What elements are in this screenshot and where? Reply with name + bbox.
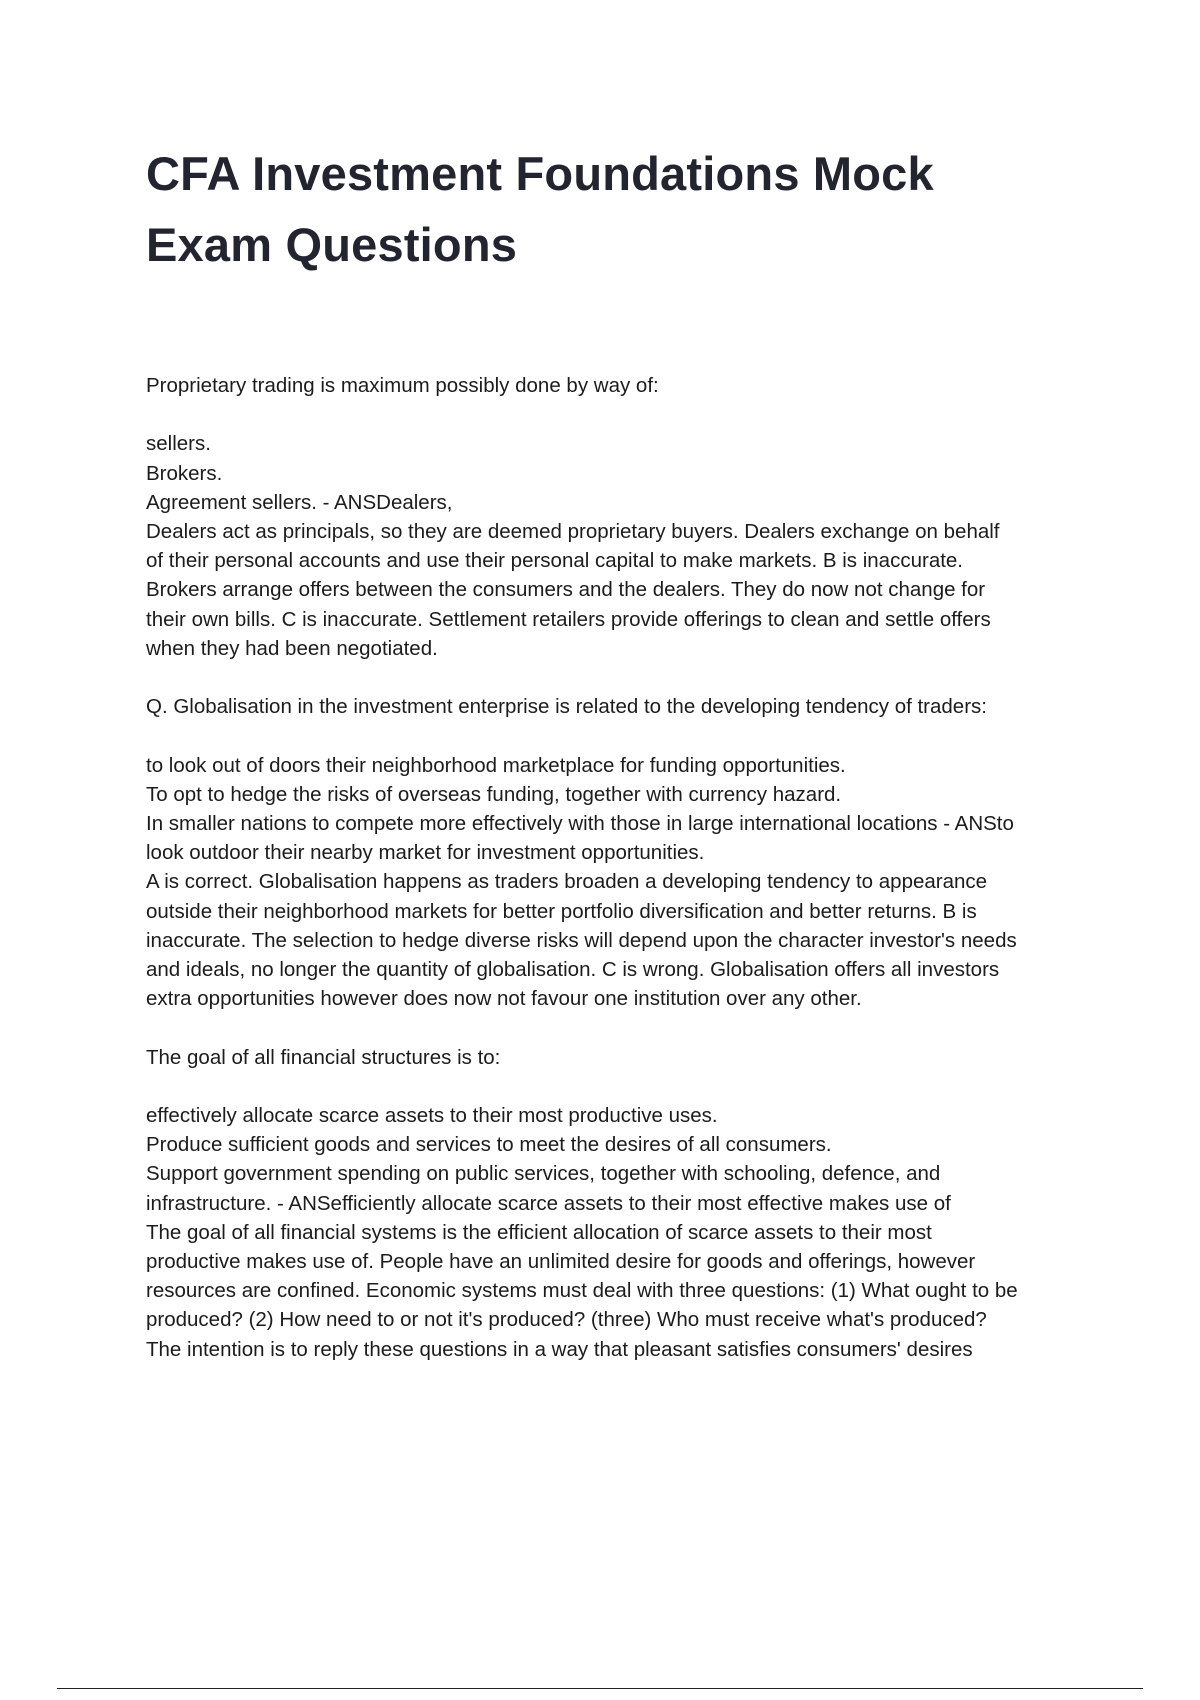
answer-line: Brokers arrange offers between the consumers and the dealers. They do now not change for xyxy=(146,578,986,602)
answer-line: look outdoor their nearby market for investment opportunities. xyxy=(146,841,705,865)
answer-line: Brokers. xyxy=(146,461,223,485)
answer-line: resources are confined. Economic systems must deal with three questions: (1) What ought to be xyxy=(146,1279,1018,1303)
answer-line: produced? (2) How need to or not it's produced? (three) Who must receive what's produced? xyxy=(146,1308,987,1332)
answer-line: To opt to hedge the risks of overseas funding, together with currency hazard. xyxy=(146,782,842,806)
answer-line: In smaller nations to compete more effectively with those in large international locations - ANSto xyxy=(146,812,1014,835)
answer-line: Agreement sellers. - ANSDealers, xyxy=(146,490,453,514)
answer-line: to look out of doors their neighborhood marketplace for funding opportunities. xyxy=(146,753,846,777)
question-1-prompt-block xyxy=(146,371,1106,400)
answer-line: A is correct. Globalisation happens as traders broaden a developing tendency to appearance xyxy=(146,870,988,894)
question-prompt: The goal of all financial structures is to: xyxy=(146,1045,501,1069)
page-title xyxy=(146,138,1106,280)
question-2-prompt-block xyxy=(146,692,1106,721)
answer-line: Produce sufficient goods and services to meet the desires of all consumers. xyxy=(146,1133,832,1157)
page-footer-divider xyxy=(57,1688,1143,1689)
answer-line: their own bills. C is inaccurate. Settlement retailers provide offerings to clean and settle offers xyxy=(146,607,991,631)
answer-line: extra opportunities however does now not favour one institution over any other. xyxy=(146,987,862,1011)
answer-line: The goal of all financial systems is the efficient allocation of scarce assets to their most xyxy=(146,1220,932,1244)
answer-line: when they had been negotiated. xyxy=(146,636,438,660)
answer-line: infrastructure. - ANSefficiently allocate scarce assets to their most effective makes use of xyxy=(146,1191,951,1215)
question-1-answer-block xyxy=(146,429,1106,663)
answer-line: effectively allocate scarce assets to their most productive uses. xyxy=(146,1104,718,1127)
page-title-line-2: Exam Questions xyxy=(146,218,518,271)
page-title-line-1: CFA Investment Foundations Mock xyxy=(146,147,934,200)
answer-line: Dealers act as principals, so they are deemed proprietary buyers. Dealers exchange on behalf xyxy=(146,520,1000,543)
document-header xyxy=(146,138,1106,280)
document-body xyxy=(146,371,1106,1393)
answer-line: sellers. xyxy=(146,432,211,456)
question-prompt: Q. Globalisation in the investment enterprise is related to the developing tendency of traders: xyxy=(146,695,987,719)
answer-line: outside their neighborhood markets for better portfolio diversification and better returns. B is xyxy=(146,899,977,923)
answer-line: inaccurate. The selection to hedge diverse risks will depend upon the character investor's needs xyxy=(146,928,1017,952)
answer-line: Support government spending on public services, together with schooling, defence, and xyxy=(146,1162,941,1186)
answer-line: and ideals, no longer the quantity of globalisation. C is wrong. Globalisation offers all investors xyxy=(146,958,1000,982)
answer-line: The intention is to reply these questions in a way that pleasant satisfies consumers' desires xyxy=(146,1337,973,1361)
question-3-prompt-block xyxy=(146,1043,1106,1072)
answer-line: productive makes use of. People have an unlimited desire for goods and offerings, however xyxy=(146,1250,976,1274)
question-3-answer-block xyxy=(146,1101,1106,1364)
answer-line: of their personal accounts and use their personal capital to make markets. B is inaccurate. xyxy=(146,549,964,573)
question-2-answer-block xyxy=(146,751,1106,1014)
question-prompt: Proprietary trading is maximum possibly done by way of: xyxy=(146,374,659,397)
